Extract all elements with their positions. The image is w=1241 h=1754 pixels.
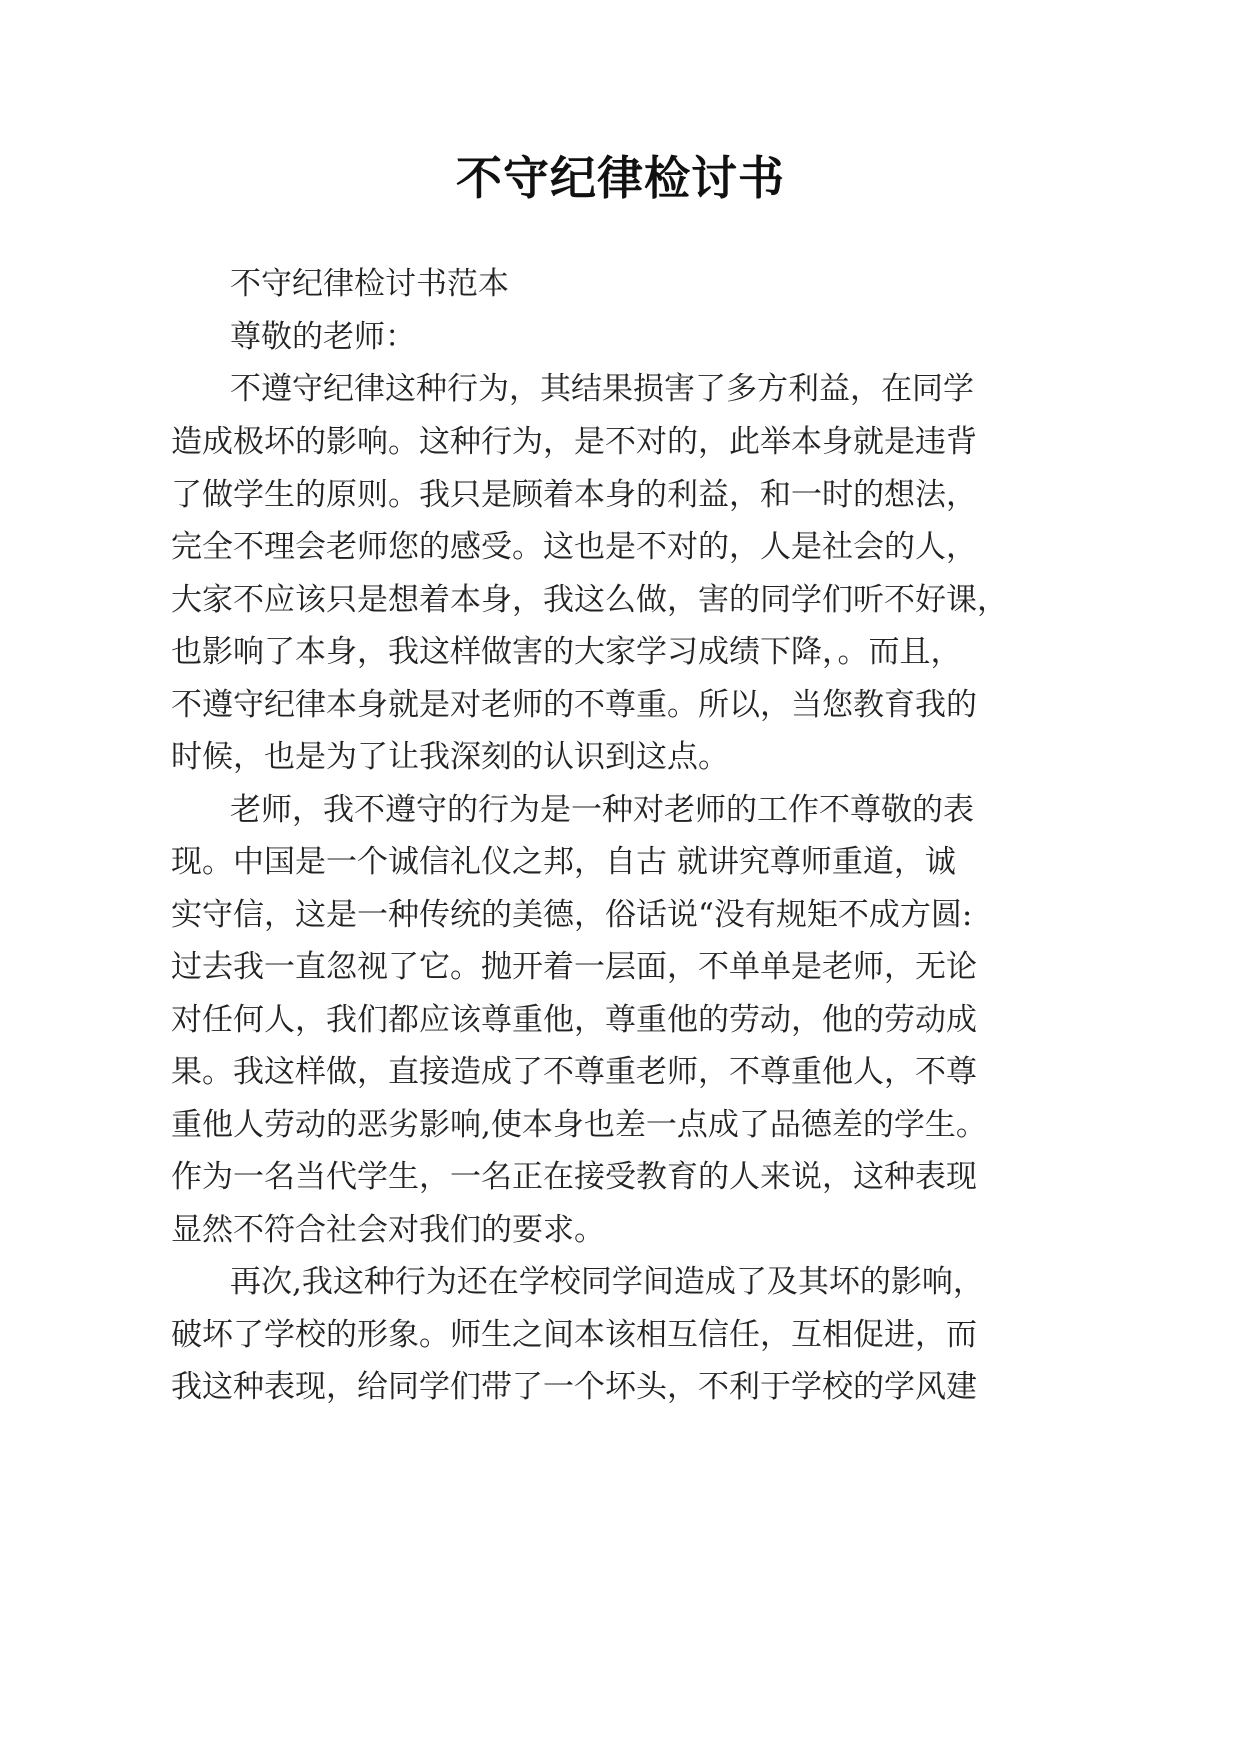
text-line: 破坏了学校的形象。师生之间本该相互信任，互相促进，而 bbox=[171, 1317, 977, 1353]
text-line: 现。中国是一个诚信礼仪之邦，自古 就讲究尊师重道，诚 bbox=[171, 844, 956, 880]
text-line: 完全不理会老师您的感受。这也是不对的，人是社会的人， bbox=[171, 529, 977, 565]
text-line: 老师，我不遵守的行为是一种对老师的工作不尊敬的表 bbox=[230, 792, 974, 828]
text-line: 作为一名当代学生，一名正在接受教育的人来说，这种表现 bbox=[171, 1159, 977, 1195]
text-line: 不守纪律检讨书范本 bbox=[230, 266, 509, 302]
text-line: 也影响了本身，我这样做害的大家学习成绩下降，。而且， bbox=[171, 634, 962, 670]
text-line: 显然不符合社会对我们的要求。 bbox=[171, 1212, 605, 1248]
text-line: 我这种表现，给同学们带了一个坏头，不利于学校的学风建 bbox=[171, 1369, 977, 1405]
text-line: 果。我这样做，直接造成了不尊重老师，不尊重他人，不尊 bbox=[171, 1054, 977, 1090]
text-line: 不遵守纪律这种行为，其结果损害了多方利益，在同学 bbox=[230, 371, 974, 407]
text-line: 不遵守纪律本身就是对老师的不尊重。所以，当您教育我的 bbox=[171, 687, 977, 723]
document-title: 不守纪律检讨书 bbox=[456, 151, 785, 205]
text-line: 再次,我这种行为还在学校同学间造成了及其坏的影响， bbox=[230, 1264, 984, 1300]
text-line: 过去我一直忽视了它。抛开着一层面，不单单是老师，无论 bbox=[171, 949, 977, 985]
text-line: 了做学生的原则。我只是顾着本身的利益，和一时的想法， bbox=[171, 477, 977, 513]
text-line: 对任何人，我们都应该尊重他，尊重他的劳动，他的劳动成 bbox=[171, 1002, 977, 1038]
text-line: 重他人劳动的恶劣影响,使本身也差一点成了品德差的学生。 bbox=[171, 1107, 987, 1143]
text-line: 时候，也是为了让我深刻的认识到这点。 bbox=[171, 739, 729, 775]
text-line: 实守信，这是一种传统的美德，俗话说“没有规矩不成方圆: bbox=[171, 897, 973, 933]
text-line: 尊敬的老师： bbox=[230, 319, 416, 355]
text-line: 造成极坏的影响。这种行为，是不对的，此举本身就是违背 bbox=[171, 424, 977, 460]
text-line: 大家不应该只是想着本身，我这么做，害的同学们听不好课， bbox=[171, 582, 1008, 618]
